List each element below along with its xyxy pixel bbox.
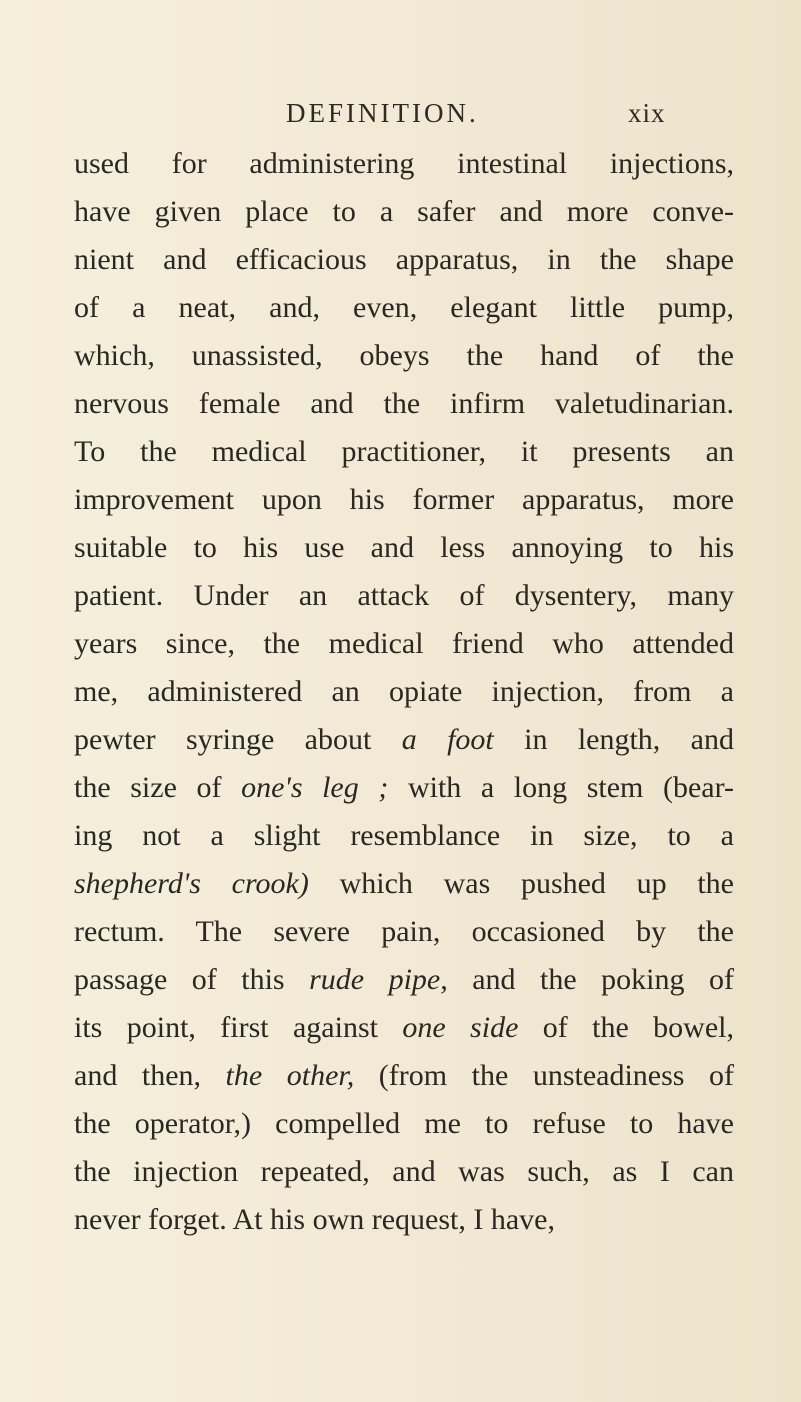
text-segment: improvement upon his former apparatus, more <box>74 483 734 516</box>
page-header <box>0 98 801 138</box>
text-line <box>74 572 734 620</box>
text-line <box>74 860 734 908</box>
text-segment: and the poking of <box>447 963 735 996</box>
text-line <box>74 1100 734 1148</box>
text-line <box>74 380 734 428</box>
text-segment: of a neat, and, even, elegant little pump, <box>74 291 734 324</box>
text-segment: have given place to a safer and more conve- <box>74 195 734 228</box>
text-line <box>74 140 734 188</box>
text-segment: rectum. The severe pain, occasioned by the <box>74 915 734 948</box>
body-text <box>74 140 734 1244</box>
text-line <box>74 716 734 764</box>
text-segment: nervous female and the infirm valetudinarian. <box>74 387 734 420</box>
text-segment: the operator,) compelled me to refuse to have <box>74 1107 734 1140</box>
text-line <box>74 764 734 812</box>
text-segment: suitable to his use and less annoying to his <box>74 531 734 564</box>
italic-text: a foot <box>401 723 494 756</box>
text-segment: patient. Under an attack of dysentery, many <box>74 579 734 612</box>
text-line <box>74 188 734 236</box>
text-segment: nient and efficacious apparatus, in the shape <box>74 243 734 276</box>
text-segment: which, unassisted, obeys the hand of the <box>74 339 734 372</box>
text-segment: which was pushed up the <box>308 867 734 900</box>
text-segment: ing not a slight resemblance in size, to a <box>74 819 734 852</box>
text-line <box>74 524 734 572</box>
text-segment: (from the unsteadiness of <box>354 1059 734 1092</box>
text-segment: pewter syringe about <box>74 723 402 756</box>
text-segment: of the bowel, <box>518 1011 734 1044</box>
text-line <box>74 428 734 476</box>
text-line <box>74 620 734 668</box>
text-segment: never forget. At his own request, I have, <box>74 1203 555 1236</box>
italic-text: one side <box>402 1011 519 1044</box>
text-line <box>74 956 734 1004</box>
page-number: xix <box>628 98 666 128</box>
text-line <box>74 236 734 284</box>
text-segment: in length, and <box>493 723 734 756</box>
text-line <box>74 332 734 380</box>
text-line <box>74 1148 734 1196</box>
text-segment: me, administered an opiate injection, from a <box>74 675 734 708</box>
text-segment: used for administering intestinal injections, <box>74 147 734 180</box>
text-segment: its point, first against <box>74 1011 403 1044</box>
text-segment: and then, <box>74 1059 226 1092</box>
text-line <box>74 1052 734 1100</box>
text-line <box>74 668 734 716</box>
text-line <box>74 284 734 332</box>
italic-text: the other, <box>225 1059 355 1092</box>
text-segment: with a long stem (bear- <box>388 771 734 804</box>
italic-text: shepherd's crook) <box>74 867 309 900</box>
text-line <box>74 812 734 860</box>
text-line <box>74 908 734 956</box>
text-segment: To the medical practitioner, it presents an <box>74 435 734 468</box>
text-line <box>74 1004 734 1052</box>
running-head: DEFINITION. <box>286 98 479 128</box>
text-line <box>74 1196 734 1244</box>
italic-text: one's leg ; <box>241 771 389 804</box>
text-segment: the injection repeated, and was such, as I can <box>74 1155 734 1188</box>
text-line <box>74 476 734 524</box>
text-segment: years since, the medical friend who attended <box>74 627 734 660</box>
text-segment: the size of <box>74 771 242 804</box>
italic-text: rude pipe, <box>309 963 448 996</box>
text-segment: passage of this <box>74 963 310 996</box>
